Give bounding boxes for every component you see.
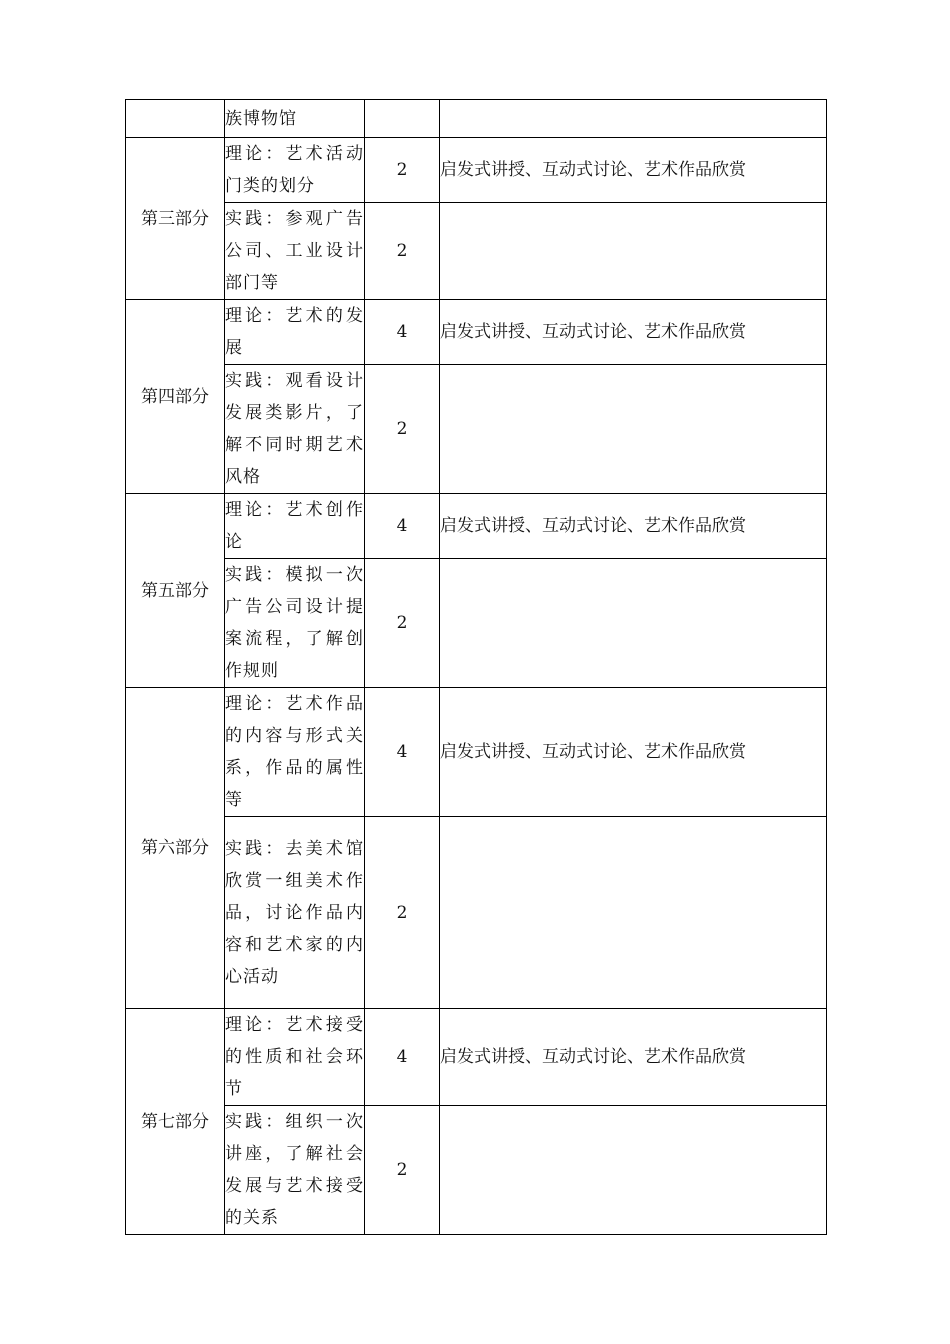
table-row [126,138,827,203]
method-cell: 启发式讲授、互动式讨论、艺术作品欣赏 [440,494,827,559]
part-cell: 第四部分 [126,300,225,494]
part-cell [126,100,225,138]
hours-cell: 4 [365,688,440,817]
method-cell [440,203,827,300]
table-row [126,1009,827,1106]
topic-cell: 理论：艺术的发展 [225,300,365,365]
method-cell [440,365,827,494]
method-cell: 启发式讲授、互动式讨论、艺术作品欣赏 [440,1009,827,1106]
part-cell: 第七部分 [126,1009,225,1235]
hours-cell: 2 [365,203,440,300]
hours-cell: 2 [365,365,440,494]
part-cell: 第五部分 [126,494,225,688]
method-cell [440,100,827,138]
table-row [126,688,827,817]
part-cell: 第六部分 [126,688,225,1009]
topic-cell: 实践：参观广告公司、工业设计部门等 [225,203,365,300]
topic-cell: 实践：模拟一次广告公司设计提案流程，了解创作规则 [225,559,365,688]
topic-cell: 理论：艺术接受的性质和社会环节 [225,1009,365,1106]
method-cell: 启发式讲授、互动式讨论、艺术作品欣赏 [440,688,827,817]
course-schedule-table [125,99,827,1235]
topic-cell: 实践：去美术馆欣赏一组美术作品，讨论作品内容和艺术家的内心活动 [225,817,365,1009]
method-cell [440,817,827,1009]
hours-cell: 2 [365,1106,440,1235]
method-cell: 启发式讲授、互动式讨论、艺术作品欣赏 [440,300,827,365]
hours-cell: 4 [365,1009,440,1106]
hours-cell: 4 [365,494,440,559]
method-cell: 启发式讲授、互动式讨论、艺术作品欣赏 [440,138,827,203]
table-row [126,494,827,559]
hours-cell: 2 [365,559,440,688]
part-cell: 第三部分 [126,138,225,300]
hours-cell [365,100,440,138]
table-row [126,365,827,494]
table-row [126,1106,827,1235]
table-row [126,203,827,300]
topic-cell: 理论：艺术创作论 [225,494,365,559]
topic-cell: 理论：艺术作品的内容与形式关系，作品的属性等 [225,688,365,817]
topic-cell: 理论：艺术活动门类的划分 [225,138,365,203]
method-cell [440,1106,827,1235]
topic-cell: 实践：观看设计发展类影片，了解不同时期艺术风格 [225,365,365,494]
topic-cell: 族博物馆 [225,100,365,138]
method-cell [440,559,827,688]
topic-cell: 实践：组织一次讲座，了解社会发展与艺术接受的关系 [225,1106,365,1235]
table-row [126,559,827,688]
table-row [126,100,827,138]
table-row [126,817,827,1009]
hours-cell: 4 [365,300,440,365]
table-row [126,300,827,365]
hours-cell: 2 [365,138,440,203]
hours-cell: 2 [365,817,440,1009]
